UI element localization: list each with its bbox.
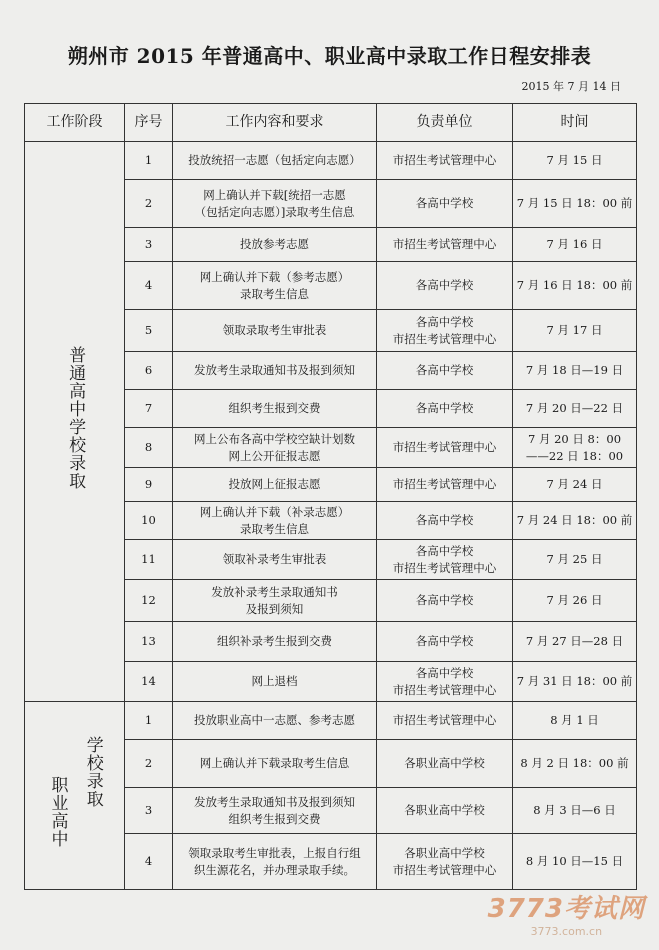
row-content: 投放统招一志愿（包括定向志愿） <box>173 142 377 180</box>
row-number: 14 <box>125 662 173 702</box>
row-unit: 市招生考试管理中心 <box>377 468 513 502</box>
row-content: 网上退档 <box>173 662 377 702</box>
row-time: 7 月 15 日 18：00 前 <box>513 180 637 228</box>
row-content: 组织补录考生报到交费 <box>173 622 377 662</box>
row-unit: 各高中学校 <box>377 262 513 310</box>
watermark-url: 3773.com.cn <box>530 925 603 938</box>
row-number: 2 <box>125 740 173 788</box>
table-header-row <box>25 104 637 142</box>
row-content: 领取补录考生审批表 <box>173 540 377 580</box>
row-content: 发放补录考生录取通知书 及报到须知 <box>173 580 377 622</box>
row-number: 2 <box>125 180 173 228</box>
stage2-name-col2: 学校录取 <box>82 736 103 809</box>
header-time: 时间 <box>513 104 637 142</box>
row-time: 7 月 20 日—22 日 <box>513 390 637 428</box>
row-content: 投放参考志愿 <box>173 228 377 262</box>
table-body <box>25 142 637 890</box>
row-number: 3 <box>125 788 173 834</box>
row-number: 9 <box>125 468 173 502</box>
row-unit: 各职业高中学校 市招生考试管理中心 <box>377 834 513 890</box>
row-unit: 市招生考试管理中心 <box>377 142 513 180</box>
row-number: 11 <box>125 540 173 580</box>
row-number: 13 <box>125 622 173 662</box>
row-unit: 市招生考试管理中心 <box>377 428 513 468</box>
row-time: 7 月 24 日 18：00 前 <box>513 502 637 540</box>
row-unit: 各高中学校 <box>377 580 513 622</box>
schedule-table <box>24 103 637 890</box>
row-unit: 各高中学校 <box>377 622 513 662</box>
stage1-name: 普通高中学校录取 <box>65 346 86 491</box>
row-time: 7 月 18 日—19 日 <box>513 352 637 390</box>
row-unit: 各高中学校 市招生考试管理中心 <box>377 310 513 352</box>
row-content: 领取录取考生审批表 <box>173 310 377 352</box>
row-number: 8 <box>125 428 173 468</box>
row-time: 8 月 2 日 18：00 前 <box>513 740 637 788</box>
row-content: 网上公布各高中学校空缺计划数 网上公开征报志愿 <box>173 428 377 468</box>
row-unit: 各高中学校 市招生考试管理中心 <box>377 540 513 580</box>
row-number: 1 <box>125 142 173 180</box>
row-content: 网上确认并下载（补录志愿） 录取考生信息 <box>173 502 377 540</box>
row-content: 组织考生报到交费 <box>173 390 377 428</box>
header-unit: 负责单位 <box>377 104 513 142</box>
row-content: 领取录取考生审批表，上报自行组 织生源花名，并办理录取手续。 <box>173 834 377 890</box>
row-content: 网上确认并下载录取考生信息 <box>173 740 377 788</box>
row-time: 7 月 31 日 18：00 前 <box>513 662 637 702</box>
row-content: 投放职业高中一志愿、参考志愿 <box>173 702 377 740</box>
row-number: 12 <box>125 580 173 622</box>
row-time: 7 月 20 日 8：00 ——22 日 18：00 <box>513 428 637 468</box>
row-number: 6 <box>125 352 173 390</box>
row-unit: 市招生考试管理中心 <box>377 702 513 740</box>
table-row <box>25 702 637 740</box>
row-number: 7 <box>125 390 173 428</box>
row-number: 1 <box>125 702 173 740</box>
table-row <box>25 142 637 180</box>
row-content: 发放考生录取通知书及报到须知 组织考生报到交费 <box>173 788 377 834</box>
row-time: 7 月 26 日 <box>513 580 637 622</box>
row-unit: 各高中学校 <box>377 352 513 390</box>
row-time: 7 月 16 日 18：00 前 <box>513 262 637 310</box>
row-unit: 各职业高中学校 <box>377 788 513 834</box>
row-time: 8 月 3 日—6 日 <box>513 788 637 834</box>
row-time: 7 月 17 日 <box>513 310 637 352</box>
header-number: 序号 <box>125 104 173 142</box>
document-title: 朔州市 2015 年普通高中、职业高中录取工作日程安排表 <box>67 44 592 68</box>
watermark <box>488 888 645 938</box>
row-number: 5 <box>125 310 173 352</box>
row-time: 7 月 27 日—28 日 <box>513 622 637 662</box>
row-unit: 市招生考试管理中心 <box>377 228 513 262</box>
row-number: 4 <box>125 262 173 310</box>
header-content: 工作内容和要求 <box>173 104 377 142</box>
header-stage: 工作阶段 <box>25 104 125 142</box>
row-number: 4 <box>125 834 173 890</box>
row-content: 发放考生录取通知书及报到须知 <box>173 352 377 390</box>
stage2-name-col1: 职业高中 <box>47 776 68 849</box>
row-time: 7 月 16 日 <box>513 228 637 262</box>
row-time: 8 月 1 日 <box>513 702 637 740</box>
row-unit: 各高中学校 市招生考试管理中心 <box>377 662 513 702</box>
row-number: 10 <box>125 502 173 540</box>
row-time: 7 月 25 日 <box>513 540 637 580</box>
row-time: 7 月 24 日 <box>513 468 637 502</box>
stage1-stage-cell <box>25 142 125 702</box>
watermark-logo: 3773考试网 <box>487 894 645 924</box>
stage2-stage-cell <box>25 702 125 890</box>
row-content: 网上确认并下载（参考志愿） 录取考生信息 <box>173 262 377 310</box>
row-time: 8 月 10 日—15 日 <box>513 834 637 890</box>
row-unit: 各高中学校 <box>377 390 513 428</box>
row-number: 3 <box>125 228 173 262</box>
row-content: 网上确认并下载[统招一志愿 （包括定向志愿）]录取考生信息 <box>173 180 377 228</box>
row-content: 投放网上征报志愿 <box>173 468 377 502</box>
row-time: 7 月 15 日 <box>513 142 637 180</box>
row-unit: 各高中学校 <box>377 502 513 540</box>
row-unit: 各职业高中学校 <box>377 740 513 788</box>
document-date: 2015 年 7 月 14 日 <box>521 80 621 93</box>
row-unit: 各高中学校 <box>377 180 513 228</box>
